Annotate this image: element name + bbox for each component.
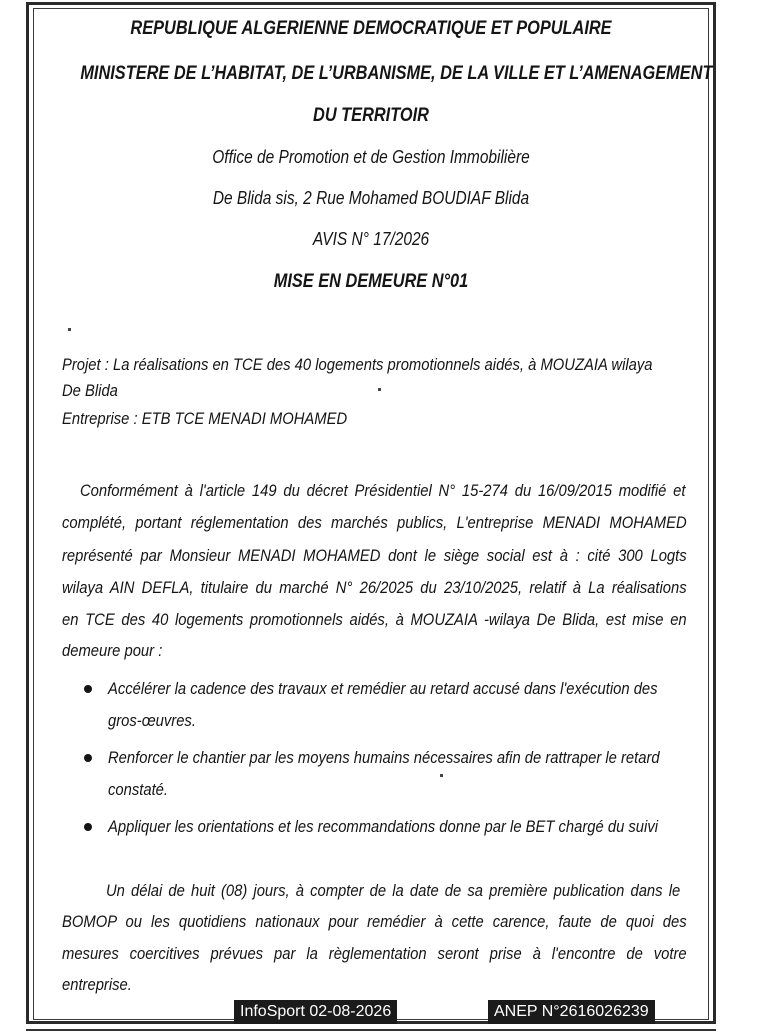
anep-badge: ANEP N°2616026239 <box>488 1000 655 1024</box>
republique-heading: REPUBLIQUE ALGERIENNE DEMOCRATIQUE ET POPULAIRE <box>130 18 612 39</box>
project-line1: Projet : La réalisations en TCE des 40 logements promotionnels aidés, à MOUZAIA wilaya <box>62 355 653 374</box>
bullet-item-line1: Appliquer les orientations et les recommandations donne par le BET chargé du suivi <box>108 817 659 836</box>
body-line: wilaya AIN DEFLA, titulaire du marché N° 26/2025 du 23/10/2025, relatif à La réalisations <box>62 578 687 597</box>
office-line2: De Blida sis, 2 Rue Mohamed BOUDIAF Blida <box>212 188 530 208</box>
body-line: demeure pour : <box>62 641 163 660</box>
body-line: en TCE des 40 logements promotionnels aidés, à MOUZAIA -wilaya De Blida, est mise en <box>62 610 687 629</box>
bottom-rule <box>26 1029 716 1031</box>
avis-number: AVIS N° 17/2026 <box>312 229 430 249</box>
ministere-heading-line1: MINISTERE DE L’HABITAT, DE L’URBANISME, DE LA VILLE ET L’AMENAGEMENT <box>80 63 713 84</box>
closing-line: BOMOP ou les quotidiens nationaux pour remédier à cette carence, faute de quoi des <box>62 912 687 931</box>
body-line: représenté par Monsieur MENADI MOHAMED dont le siège social est à : cité 300 Logts <box>62 546 687 565</box>
infosport-badge: InfoSport 02-08-2026 <box>234 1000 397 1024</box>
closing-line: entreprise. <box>62 975 132 994</box>
bullet-icon <box>84 754 92 762</box>
ministere-heading-line2: DU TERRITOIR <box>313 105 429 126</box>
closing-line: Un délai de huit (08) jours, à compter de la date de sa première publication dans le <box>106 881 681 900</box>
bullet-icon <box>84 823 92 831</box>
body-line: complété, portant réglementation des marchés publics, L'entreprise MENADI MOHAMED <box>62 513 687 532</box>
closing-line: mesures coercitives prévues par la règlementation seront prise à l'encontre de votre <box>62 944 687 963</box>
mise-en-demeure-title: MISE EN DEMEURE N°01 <box>273 271 469 292</box>
scan-speck <box>440 774 443 777</box>
project-line2: De Blida <box>62 381 118 400</box>
scan-speck <box>68 328 71 331</box>
bullet-item-line1: Renforcer le chantier par les moyens humains nécessaires afin de rattraper le retard <box>108 748 660 767</box>
entreprise-line: Entreprise : ETB TCE MENADI MOHAMED <box>62 409 348 428</box>
scan-speck <box>378 388 381 391</box>
bullet-item-line2: constaté. <box>108 780 169 799</box>
bullet-item-line1: Accélérer la cadence des travaux et remédier au retard accusé dans l'exécution des <box>108 679 658 698</box>
bullet-item-line2: gros-œuvres. <box>108 711 196 730</box>
body-line: Conformément à l'article 149 du décret Présidentiel N° 15-274 du 16/09/2015 modifié et <box>80 481 686 500</box>
bullet-icon <box>84 685 92 693</box>
office-line1: Office de Promotion et de Gestion Immobilière <box>212 147 530 167</box>
